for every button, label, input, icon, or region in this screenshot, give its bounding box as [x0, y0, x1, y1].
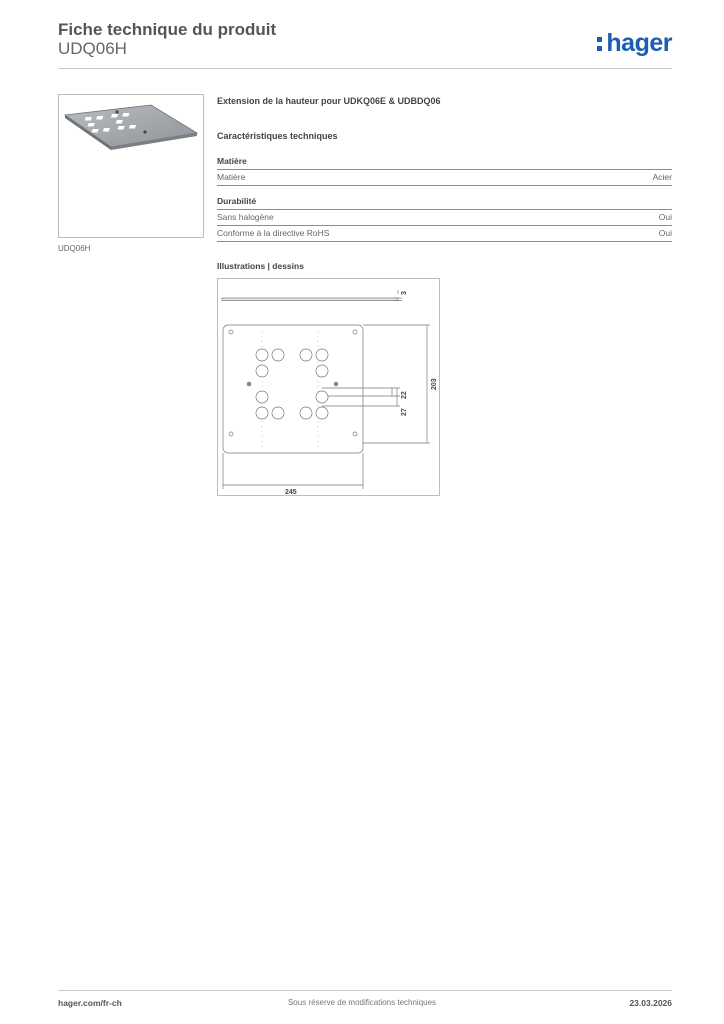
- dim-height: 203: [431, 378, 438, 390]
- plate-screw: [115, 110, 118, 113]
- product-photo: [58, 94, 204, 238]
- illustrations-heading: Illustrations | dessins: [217, 261, 304, 271]
- spec-value: Acier: [652, 172, 672, 182]
- spec-row: [217, 210, 672, 226]
- plate-screw: [143, 130, 146, 133]
- spec-label: Conforme à la directive RoHS: [217, 228, 330, 238]
- header-divider: [58, 68, 672, 69]
- technical-drawing: [217, 278, 440, 496]
- photo-caption: UDQ06H: [58, 244, 91, 253]
- footer-date: 23.03.2026: [629, 998, 672, 1008]
- footer-divider: [58, 990, 672, 991]
- footer-notice: Sous réserve de modifications techniques: [287, 998, 437, 1007]
- dim-thickness: 3: [401, 291, 408, 295]
- dim-spacing-b: 27: [401, 408, 408, 416]
- drawing-screw: [334, 382, 339, 387]
- spec-group-material: [217, 156, 672, 186]
- spec-value: Oui: [658, 212, 672, 222]
- technical-characteristics-heading: Caractéristiques techniques: [217, 131, 338, 141]
- drawing-screw: [247, 382, 252, 387]
- dim-spacing-a: 22: [401, 391, 408, 399]
- document-title: Fiche technique du produit: [58, 20, 277, 39]
- drawing-side-profile: [222, 298, 398, 301]
- spec-row: [217, 226, 672, 242]
- spec-value: Oui: [658, 228, 672, 238]
- product-reference: UDQ06H: [58, 39, 127, 58]
- spec-label: Sans halogène: [217, 212, 274, 222]
- product-description: Extension de la hauteur pour UDKQ06E & UDBDQ06: [217, 96, 441, 106]
- dim-width: 245: [285, 489, 297, 495]
- spec-group-title: Durabilité: [217, 196, 672, 210]
- logo-text: hager: [606, 28, 672, 57]
- brand-logo: [597, 26, 672, 60]
- spec-label: Matière: [217, 172, 246, 182]
- spec-group-title: Matière: [217, 156, 672, 170]
- drawing-plate-outline: [223, 325, 363, 453]
- footer-website[interactable]: hager.com/fr-ch: [58, 998, 122, 1008]
- spec-group-durability: [217, 196, 672, 242]
- logo-colon-mark: [597, 35, 603, 55]
- spec-row: [217, 170, 672, 186]
- drawing-cable-holes: [256, 349, 328, 419]
